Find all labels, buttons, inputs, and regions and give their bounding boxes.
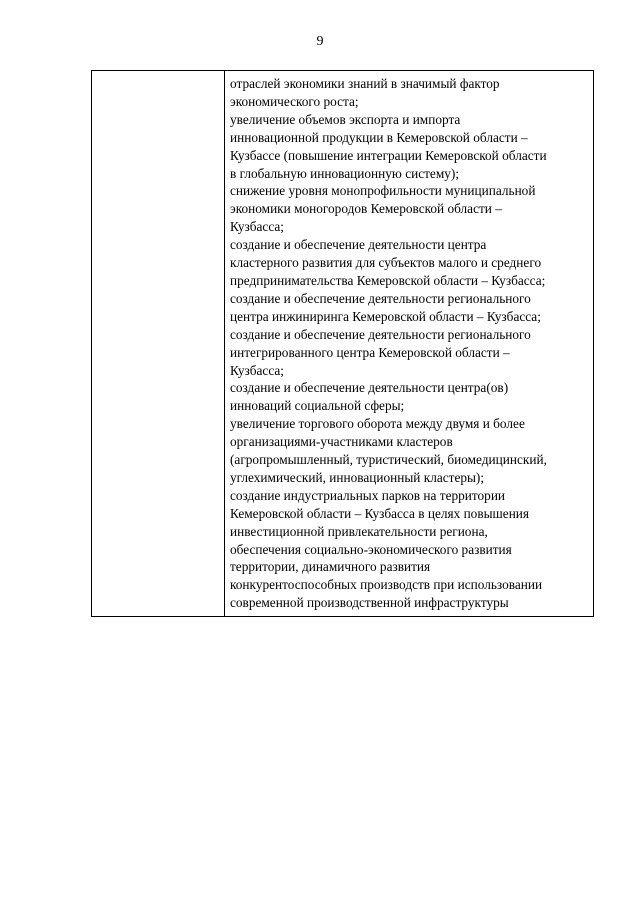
content-table bbox=[91, 70, 594, 617]
text-line: Кузбассе (повышение интеграции Кемеровской области bbox=[230, 147, 547, 163]
text-line: современной производственной инфраструктуры bbox=[230, 595, 509, 611]
text-line: создание и обеспечение деятельности регионального bbox=[230, 290, 531, 306]
text-line: (агропромышленный, туристический, биомедицинский, bbox=[230, 452, 547, 468]
text-line: создание и обеспечение деятельности центра(ов) bbox=[230, 380, 509, 396]
text-line: создание и обеспечение деятельности регионального bbox=[230, 326, 531, 342]
text-line: Кузбасса; bbox=[230, 362, 284, 378]
text-line: организациями-участниками кластеров bbox=[230, 434, 453, 450]
text-line: территории, динамичного развития bbox=[230, 559, 431, 575]
page-number: 9 bbox=[316, 34, 324, 49]
text-line: кластерного развития для субъектов малого и среднего bbox=[230, 255, 542, 271]
text-line: экономики моногородов Кемеровской области – bbox=[230, 201, 502, 217]
table-row bbox=[92, 71, 594, 617]
text-line: интегрированного центра Кемеровской области – bbox=[230, 344, 510, 360]
text-line: инвестиционной привлекательности региона, bbox=[230, 523, 488, 539]
text-line: создание индустриальных парков на территории bbox=[230, 487, 506, 503]
text-line: Кузбасса; bbox=[230, 219, 284, 235]
text-line: центра инжиниринга Кемеровской области – Кузбасса; bbox=[230, 308, 541, 324]
text-line: инновационной продукции в Кемеровской области – bbox=[230, 129, 528, 145]
text-line: создание и обеспечение деятельности центра bbox=[230, 237, 487, 253]
text-line: инноваций социальной сферы; bbox=[230, 398, 405, 414]
text-line: экономического роста; bbox=[230, 93, 359, 109]
text-line: увеличение объемов экспорта и импорта bbox=[230, 111, 461, 127]
text-line: Кемеровской области – Кузбасса в целях повышения bbox=[230, 505, 530, 521]
table-cell-left bbox=[92, 71, 225, 617]
text-line: снижение уровня монопрофильности муниципальной bbox=[230, 183, 536, 199]
text-line: обеспечения социально-экономического развития bbox=[230, 541, 512, 557]
text-line: конкурентоспособных производств при использовании bbox=[230, 577, 543, 593]
text-line: увеличение торгового оборота между двумя и более bbox=[230, 416, 525, 432]
text-line: в глобальную инновационную систему); bbox=[230, 165, 460, 181]
text-line: углехимический, инновационный кластеры); bbox=[230, 469, 485, 485]
text-line: отраслей экономики знаний в значимый фактор bbox=[230, 76, 500, 91]
text-line: предпринимательства Кемеровской области – Кузбасса; bbox=[230, 272, 546, 288]
table-cell-right bbox=[225, 71, 594, 617]
